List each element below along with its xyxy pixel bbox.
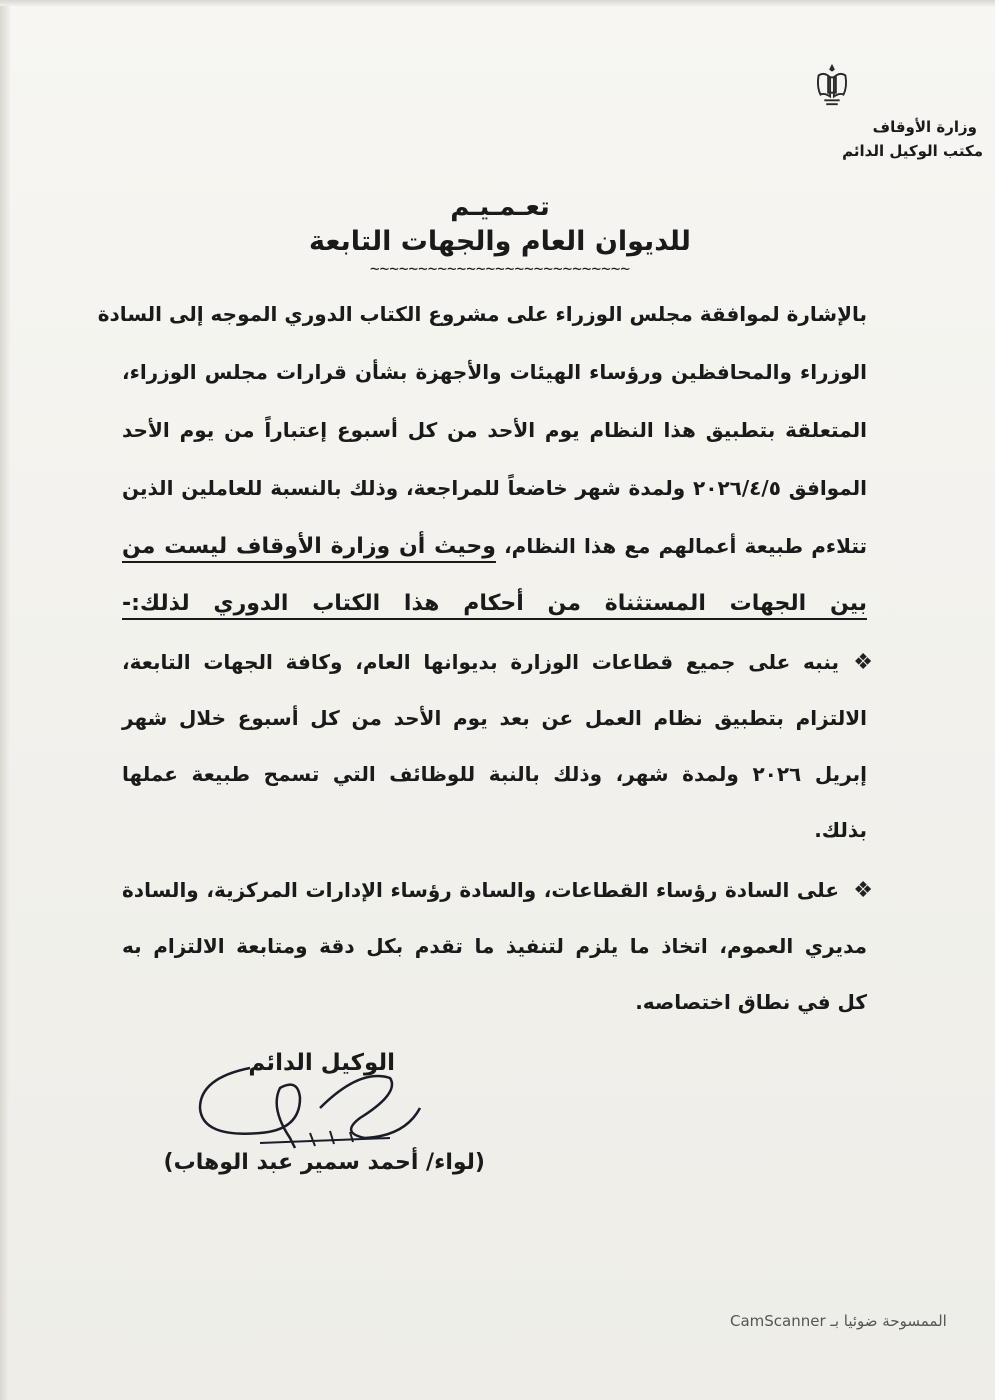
body-line: الموافق ٢٠٢٦/٤/٥ ولمدة شهر خاضعاً للمراجعة، وذلك بالنسبة للعاملين الذين — [122, 476, 867, 500]
body-line: الوزراء والمحافظين ورؤساء الهيئات والأجهزة بشأن قرارات مجلس الوزراء، — [122, 360, 867, 384]
circular-subtitle: للديوان العام والجهات التابعة — [309, 226, 691, 257]
body-line-part: تتلاءم طبيعة أعمالهم مع هذا النظام، — [495, 534, 867, 558]
title-divider: ~~~~~~~~~~~~~~~~~~~~~~~~~~~ — [369, 259, 631, 278]
document-title — [300, 192, 700, 278]
scan-edge-left — [0, 0, 10, 1400]
scanner-watermark: الممسوحة ضوئيا بـ CamScanner — [730, 1312, 947, 1330]
body-line: المتعلقة بتطبيق هذا النظام يوم الأحد من كل أسبوع إعتباراً من يوم الأحد — [122, 418, 867, 442]
handwritten-signature — [190, 1038, 430, 1158]
office-name: مكتب الوكيل الدائم — [842, 142, 983, 160]
underlined-statement: وحيث أن وزارة الأوقاف ليست من — [122, 534, 496, 559]
body-paragraph — [97, 300, 867, 648]
diamond-bullet-icon: ❖ — [853, 878, 873, 903]
list-item-line: الالتزام بتطبيق نظام العمل عن بعد يوم الأحد من كل أسبوع خلال شهر — [122, 706, 867, 730]
ministry-name: وزارة الأوقاف — [872, 118, 977, 136]
list-item — [122, 876, 873, 1044]
underlined-statement-cont: بين الجهات المستثناة من أحكام هذا الكتاب الدوري لذلك:- — [122, 591, 867, 616]
list-item-line: ينبه على جميع قطاعات الوزارة بديوانها العام، وكافة الجهات التابعة، — [122, 650, 839, 674]
circular-heading: تعـمـيـم — [450, 192, 550, 222]
list-item-line: بذلك. — [814, 818, 867, 842]
directives-list — [122, 648, 873, 1044]
eagle-emblem-icon — [812, 62, 852, 108]
signatory-name: (لواء/ أحمد سمير عبد الوهاب) — [163, 1150, 485, 1175]
list-item-line: كل في نطاق اختصاصه. — [635, 990, 867, 1014]
list-item-line: مديري العموم، اتخاذ ما يلزم لتنفيذ ما تقدم بكل دقة ومتابعة الالتزام به — [122, 934, 867, 958]
body-line — [122, 532, 867, 590]
scan-edge-top — [0, 0, 995, 6]
body-line: بالإشارة لموافقة مجلس الوزراء على مشروع الكتاب الدوري الموجه إلى السادة — [97, 302, 867, 326]
signatory-title: الوكيل الدائم — [248, 1050, 395, 1076]
list-item — [122, 648, 873, 872]
list-item-line: على السادة رؤساء القطاعات، والسادة رؤساء الإدارات المركزية، والسادة — [122, 878, 839, 902]
diamond-bullet-icon: ❖ — [853, 650, 873, 675]
list-item-line: إبريل ٢٠٢٦ ولمدة شهر، وذلك بالنبة للوظائف التي تسمح طبيعة عملها — [122, 762, 868, 786]
